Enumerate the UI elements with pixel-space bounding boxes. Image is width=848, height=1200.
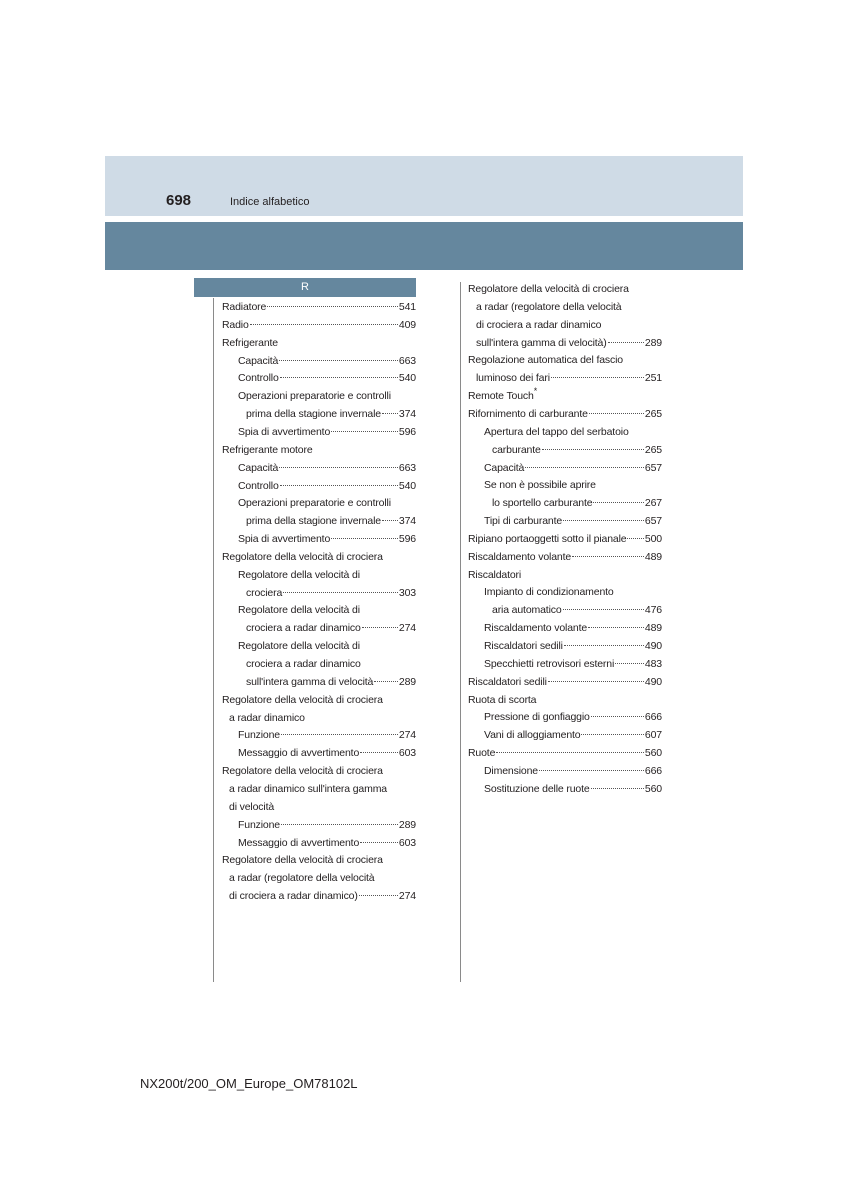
- left-entry: [238, 352, 416, 370]
- left-entry-text: a radar (regolatore della velocità: [229, 872, 375, 885]
- left-entry-page: 540: [398, 479, 416, 492]
- left-entry-text: a radar dinamico: [229, 711, 305, 724]
- right-entry-text: Capacità: [484, 461, 525, 474]
- right-entry: [476, 369, 662, 387]
- left-entry-page: 540: [398, 372, 416, 385]
- right-entry-text: Dimensione: [484, 764, 538, 777]
- right-entry-text: lo sportello carburante: [492, 497, 593, 510]
- left-entry-text: Regolatore della velocità di: [238, 604, 360, 617]
- left-entry: [238, 834, 416, 852]
- left-entry: [238, 423, 416, 441]
- right-entry: [484, 708, 662, 726]
- left-entry-text: Messaggio di avvertimento: [238, 836, 360, 849]
- left-entry-page: 603: [398, 747, 416, 760]
- dot-leader: [563, 520, 644, 521]
- dot-leader: [588, 627, 644, 628]
- right-entry-page: 289: [644, 336, 662, 349]
- left-entry-text: sull'intera gamma di velocità: [246, 675, 374, 688]
- right-entry: [468, 405, 662, 423]
- left-entry: [229, 798, 274, 816]
- left-entry-page: 289: [398, 675, 416, 688]
- dot-leader: [563, 609, 644, 610]
- right-entry-text: Riscaldamento volante: [484, 622, 588, 635]
- left-entry-page: 409: [398, 318, 416, 331]
- right-entry: [484, 726, 662, 744]
- right-entry-text: luminoso dei fari: [476, 372, 550, 385]
- right-entry-text: aria automatico: [492, 604, 562, 617]
- footnote-marker: *: [533, 386, 538, 397]
- right-entry-text: Ruote: [468, 747, 496, 760]
- right-entry-page: 476: [644, 604, 662, 617]
- dot-leader: [581, 734, 643, 735]
- left-entry-page: 663: [398, 461, 416, 474]
- dot-leader: [548, 681, 644, 682]
- left-entry-text: Funzione: [238, 729, 280, 742]
- left-entry-page: 374: [398, 515, 416, 528]
- right-entry-page: 607: [644, 729, 662, 742]
- left-entry: [238, 387, 391, 405]
- left-entry: [222, 298, 416, 316]
- dot-leader: [359, 895, 398, 896]
- right-entry-page: 267: [644, 497, 662, 510]
- left-entry: [238, 477, 416, 495]
- dot-leader: [280, 485, 398, 486]
- right-entry-text: a radar (regolatore della velocità: [476, 300, 622, 313]
- left-entry-text: Spia di avvertimento: [238, 425, 331, 438]
- right-entry-page: 500: [644, 532, 662, 545]
- left-entry: [246, 405, 416, 423]
- dot-leader: [281, 734, 398, 735]
- dot-leader: [362, 627, 398, 628]
- right-entry-text: Tipi di carburante: [484, 515, 563, 528]
- left-entry: [246, 584, 416, 602]
- left-entry-text: Regolatore della velocità di: [238, 640, 360, 653]
- right-entry: [484, 423, 629, 441]
- left-entry-page: 303: [398, 586, 416, 599]
- left-entry-page: 541: [398, 301, 416, 313]
- right-entry-page: 490: [644, 675, 662, 688]
- page-number: 698: [166, 192, 192, 209]
- right-entry: [484, 476, 596, 494]
- dot-leader: [250, 324, 398, 325]
- right-entry: [484, 780, 662, 798]
- left-entry-text: di crociera a radar dinamico): [229, 890, 358, 903]
- left-entry-text: Regolatore della velocità di crociera: [222, 550, 383, 563]
- left-entry: [222, 762, 383, 780]
- right-entry: [468, 691, 536, 709]
- right-entry-page: 489: [644, 550, 662, 563]
- left-entry-text: prima della stagione invernale: [246, 408, 381, 421]
- left-entry-text: Radio: [222, 318, 249, 331]
- header-band: [105, 156, 743, 216]
- left-entry: [238, 726, 416, 744]
- right-entry: [476, 298, 621, 316]
- right-entry-text: Sostituzione delle ruote: [484, 782, 590, 795]
- right-entry-page: 251: [644, 372, 662, 385]
- left-entry: [238, 494, 391, 512]
- right-entry: [468, 387, 537, 405]
- right-entry: [484, 583, 614, 601]
- left-entry: [222, 851, 383, 869]
- right-entry-page: 560: [644, 782, 662, 795]
- left-entry-text: Refrigerante: [222, 336, 278, 349]
- right-entry: [484, 655, 662, 673]
- left-entry: [238, 369, 416, 387]
- dot-leader: [331, 431, 398, 432]
- dot-leader: [589, 413, 644, 414]
- right-entry-text: Riscaldatori sedili: [484, 640, 563, 652]
- right-entry: [476, 334, 662, 352]
- left-entry-text: Capacità: [238, 461, 279, 474]
- dot-leader: [360, 752, 398, 753]
- left-entry-page: 274: [398, 729, 416, 742]
- document-code-footer: NX200t/200_OM_Europe_OM78102L: [140, 1076, 358, 1091]
- left-entry-text: prima della stagione invernale: [246, 515, 381, 528]
- right-entry-text: di crociera a radar dinamico: [476, 318, 602, 331]
- left-entry-text: Controllo: [238, 372, 279, 385]
- left-entry: [238, 459, 416, 477]
- dot-leader: [608, 342, 644, 343]
- dot-leader: [382, 413, 398, 414]
- right-entry-page: 483: [644, 657, 662, 670]
- dot-leader: [267, 306, 398, 307]
- right-entry-text: Ripiano portaoggetti sotto il pianale: [468, 532, 627, 545]
- right-entry-page: 666: [644, 764, 662, 777]
- left-entry: [246, 619, 416, 637]
- left-entry: [229, 869, 374, 887]
- right-entry-page: 560: [644, 747, 662, 760]
- dot-leader: [551, 377, 644, 378]
- left-entry: [238, 744, 416, 762]
- dot-leader: [283, 592, 398, 593]
- right-entry: [484, 762, 662, 780]
- right-entry-page: 657: [644, 515, 662, 528]
- dot-leader: [542, 449, 644, 450]
- left-entry-text: crociera a radar dinamico: [246, 658, 361, 670]
- left-entry: [246, 673, 416, 691]
- right-entry: [476, 316, 601, 334]
- dot-leader: [374, 681, 398, 682]
- dot-leader: [360, 842, 398, 843]
- right-entry-text: Rifornimento di carburante: [468, 407, 588, 420]
- left-entry: [246, 655, 361, 673]
- header-accent-band: [105, 222, 743, 270]
- right-entry: [468, 673, 662, 691]
- left-entry-text: Spia di avvertimento: [238, 533, 331, 546]
- dot-leader: [279, 360, 398, 361]
- left-entry-page: 274: [398, 890, 416, 903]
- left-entry: [222, 691, 383, 709]
- right-entry-text: Ruota di scorta: [468, 693, 537, 706]
- right-entry-text: Regolatore della velocità di crociera: [468, 283, 629, 295]
- left-entry: [238, 816, 416, 834]
- right-entry-page: 265: [644, 443, 662, 456]
- right-entry-text: Pressione di gonfiaggio: [484, 711, 590, 724]
- left-entry: [246, 512, 416, 530]
- left-entry: [238, 530, 416, 548]
- right-entry: [492, 441, 662, 459]
- right-entry: [468, 280, 629, 298]
- right-entry-text: Vani di alloggiamento: [484, 729, 581, 742]
- right-entry: [484, 459, 662, 477]
- left-entry-page: 374: [398, 408, 416, 421]
- left-entry: [238, 566, 360, 584]
- left-entry-text: Regolatore della velocità di crociera: [222, 693, 383, 706]
- right-entry: [484, 512, 662, 530]
- dot-leader: [280, 377, 398, 378]
- dot-leader: [591, 716, 644, 717]
- right-entry-page: 489: [644, 622, 662, 635]
- dot-leader: [539, 770, 644, 771]
- left-entry-page: 274: [398, 622, 416, 635]
- left-entry-text: a radar dinamico sull'intera gamma: [229, 782, 387, 795]
- left-entry-text: Operazioni preparatorie e controlli: [238, 497, 391, 510]
- dot-leader: [279, 467, 398, 468]
- right-entry-page: 666: [644, 711, 662, 724]
- left-entry-page: 603: [398, 836, 416, 849]
- dot-leader: [564, 645, 644, 646]
- right-entry-page: 490: [644, 640, 662, 652]
- right-entry: [484, 637, 662, 655]
- dot-leader: [496, 752, 644, 753]
- dot-leader: [627, 538, 643, 539]
- left-entry-page: 596: [398, 425, 416, 438]
- left-entry: [229, 709, 305, 727]
- right-entry-text: Specchietti retrovisori esterni: [484, 657, 615, 670]
- left-entry-text: crociera: [246, 586, 283, 599]
- right-entry-text: Remote Touch: [468, 390, 534, 403]
- left-entry-text: Operazioni preparatorie e controlli: [238, 390, 391, 403]
- section-title: Indice alfabetico: [230, 196, 310, 208]
- left-entry-text: Regolatore della velocità di crociera: [222, 854, 383, 867]
- left-entry-text: Regolatore della velocità di crociera: [222, 765, 383, 778]
- right-entry-text: Riscaldatori: [468, 568, 522, 581]
- dot-leader: [281, 824, 398, 825]
- right-entry-page: 657: [644, 461, 662, 474]
- right-entry-page: 265: [644, 407, 662, 420]
- right-entry: [492, 494, 662, 512]
- right-entry: [468, 744, 662, 762]
- right-entry-text: Apertura del tappo del serbatoio: [484, 425, 629, 438]
- left-entry: [229, 887, 416, 905]
- left-entry: [222, 334, 278, 352]
- left-entry-text: Radiatore: [222, 301, 267, 313]
- left-entry-text: Controllo: [238, 479, 279, 492]
- left-entry-page: 289: [398, 818, 416, 831]
- left-entry-page: 663: [398, 354, 416, 367]
- right-entry-text: Impianto di condizionamento: [484, 586, 614, 599]
- left-entry: [222, 548, 383, 566]
- dot-leader: [615, 663, 644, 664]
- right-entry-text: Riscaldamento volante: [468, 550, 572, 563]
- left-entry-text: di velocità: [229, 800, 275, 813]
- right-entry: [468, 548, 662, 566]
- left-entry: [238, 637, 360, 655]
- index-letter-tab: R: [194, 278, 416, 297]
- left-entry-text: crociera a radar dinamico: [246, 622, 361, 635]
- right-entry-text: Se non è possibile aprire: [484, 479, 596, 492]
- right-entry-text: Regolazione automatica del fascio: [468, 354, 623, 367]
- dot-leader: [382, 520, 398, 521]
- dot-leader: [591, 788, 644, 789]
- left-entry: [222, 316, 416, 334]
- dot-leader: [572, 556, 644, 557]
- right-entry: [484, 619, 662, 637]
- right-entry-text: Riscaldatori sedili: [468, 675, 547, 688]
- left-entry-text: Capacità: [238, 354, 279, 367]
- dot-leader: [331, 538, 398, 539]
- left-entry: [222, 441, 313, 459]
- right-entry: [468, 566, 521, 584]
- left-entry-text: Refrigerante motore: [222, 443, 313, 456]
- left-column-rule: [213, 298, 214, 982]
- dot-leader: [525, 467, 644, 468]
- right-entry: [492, 601, 662, 619]
- left-entry-text: Regolatore della velocità di: [238, 568, 360, 581]
- right-entry: [468, 351, 623, 369]
- right-entry-text: carburante: [492, 443, 541, 456]
- left-entry-text: Messaggio di avvertimento: [238, 747, 360, 760]
- left-entry: [229, 780, 387, 798]
- center-column-rule: [460, 282, 461, 982]
- dot-leader: [593, 502, 643, 503]
- left-entry: [238, 601, 360, 619]
- left-entry-text: Funzione: [238, 818, 280, 831]
- right-entry-text: sull'intera gamma di velocità): [476, 336, 607, 349]
- right-entry: [468, 530, 662, 548]
- left-entry-page: 596: [398, 533, 416, 546]
